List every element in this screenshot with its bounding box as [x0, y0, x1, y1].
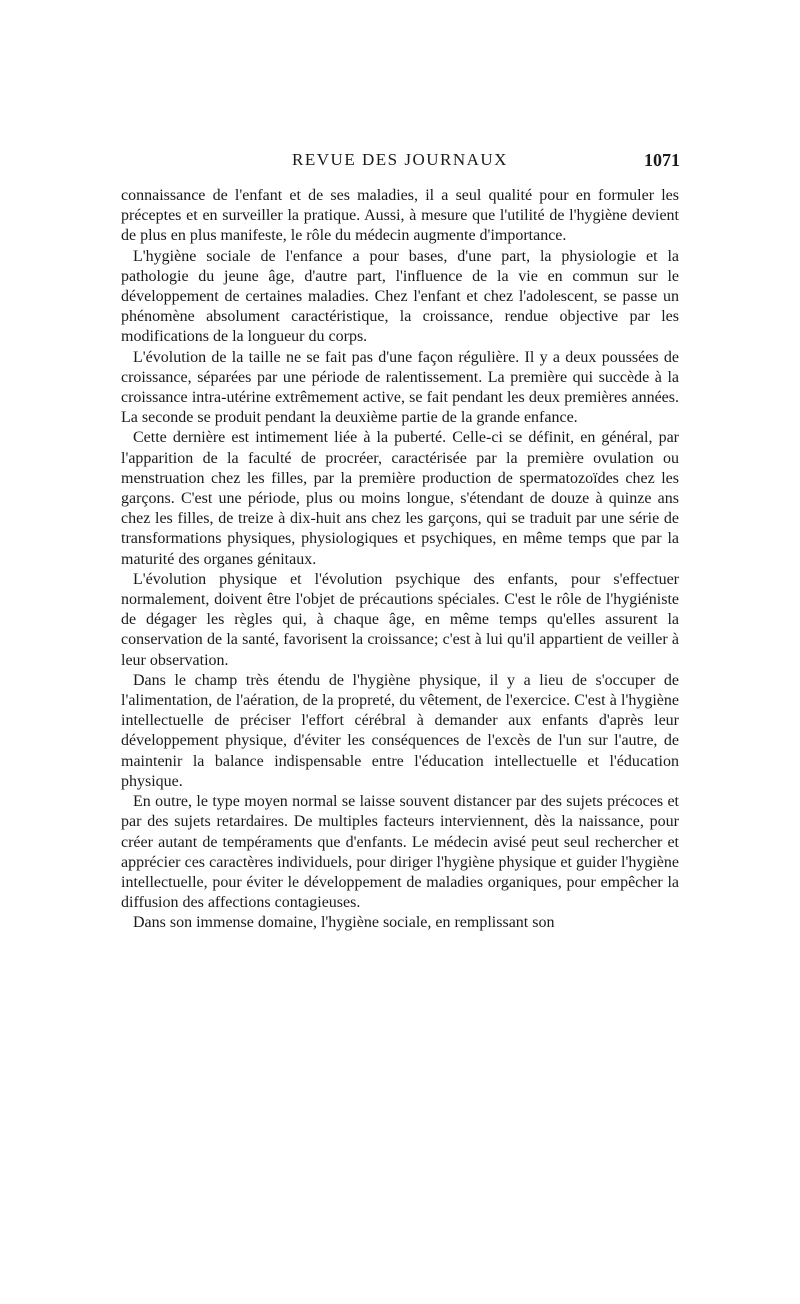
- paragraph-4: Cette dernière est intimement liée à la puberté. Celle-ci se définit, en général, par l'apparition de la faculté de procréer, caractérisée par la première ovulation ou menstruation chez les filles, par la première production de spermatozoïdes chez les garçons. C'est une période, plus ou moins longue, s'étendant de douze à quinze ans chez les filles, de treize à dix-huit ans chez les garçons, qui se traduit par une série de transformations physiques, physiologiques et psychiques, en même temps que par la maturité des organes génitaux.: [121, 429, 679, 568]
- paragraph-1: connaissance de l'enfant et de ses maladies, il a seul qualité pour en formuler les préceptes et en surveiller la pratique. Aussi, à mesure que l'utilité de l'hygiène devient de plus en plus manifeste, le rôle du médecin augmente d'importance.: [121, 187, 679, 245]
- running-title: REVUE DES JOURNAUX: [292, 150, 508, 169]
- paragraph-2: L'hygiène sociale de l'enfance a pour bases, d'une part, la physiologie et la pathologie du jeune âge, d'autre part, l'influence de la vie en commun sur le développement de certaines maladies. Chez l'enfant et chez l'adolescent, se passe un phénomène absolument caractéristique, la croissance, rendue objective par les modifications de la longueur du corps.: [121, 247, 679, 346]
- paragraph-6: Dans le champ très étendu de l'hygiène physique, il y a lieu de s'occuper de l'alimentation, de l'aération, de la propreté, du vêtement, de l'exercice. C'est à l'hygiène intellectuelle de préciser l'effort cérébral à demander aux enfants d'après leur développement physique, d'éviter les conséquences de l'excès de l'un sur l'autre, de maintenir la balance indispensable entre l'éducation intellectuelle et l'éducation physique.: [121, 671, 679, 790]
- paragraph-3: L'évolution de la taille ne se fait pas d'une façon régulière. Il y a deux poussées de croissance, séparées par une période de ralentissement. La première qui succède à la croissance intra-utérine extrêmement active, se fait pendant les deux premières années. La seconde se produit pendant la deuxième partie de la grande enfance.: [121, 348, 679, 427]
- page-header: [120, 150, 680, 180]
- paragraph-5: L'évolution physique et l'évolution psychique des enfants, pour s'effectuer normalement, doivent être l'objet de précautions spéciales. C'est le rôle de l'hygiéniste de dégager les règles qui, à chaque âge, en même temps qu'elles assurent la conservation de la santé, favorisent la croissance; c'est à lui qu'il appartient de veiller à leur observation.: [121, 570, 679, 669]
- paragraph-8: Dans son immense domaine, l'hygiène sociale, en remplissant son: [133, 914, 555, 932]
- page-number: 1071: [644, 150, 680, 170]
- body-text: [121, 186, 679, 934]
- paragraph-7: En outre, le type moyen normal se laisse souvent distancer par des sujets précoces et par des sujets retardaires. De multiples facteurs interviennent, dès la naissance, pour créer autant de tempéraments que d'enfants. Le médecin avisé peut seul rechercher et apprécier ces caractères individuels, pour diriger l'hygiène physique et guider l'hygiène intellectuelle, pour éviter le développement de maladies organiques, pour empêcher la diffusion des affections contagieuses.: [121, 793, 679, 912]
